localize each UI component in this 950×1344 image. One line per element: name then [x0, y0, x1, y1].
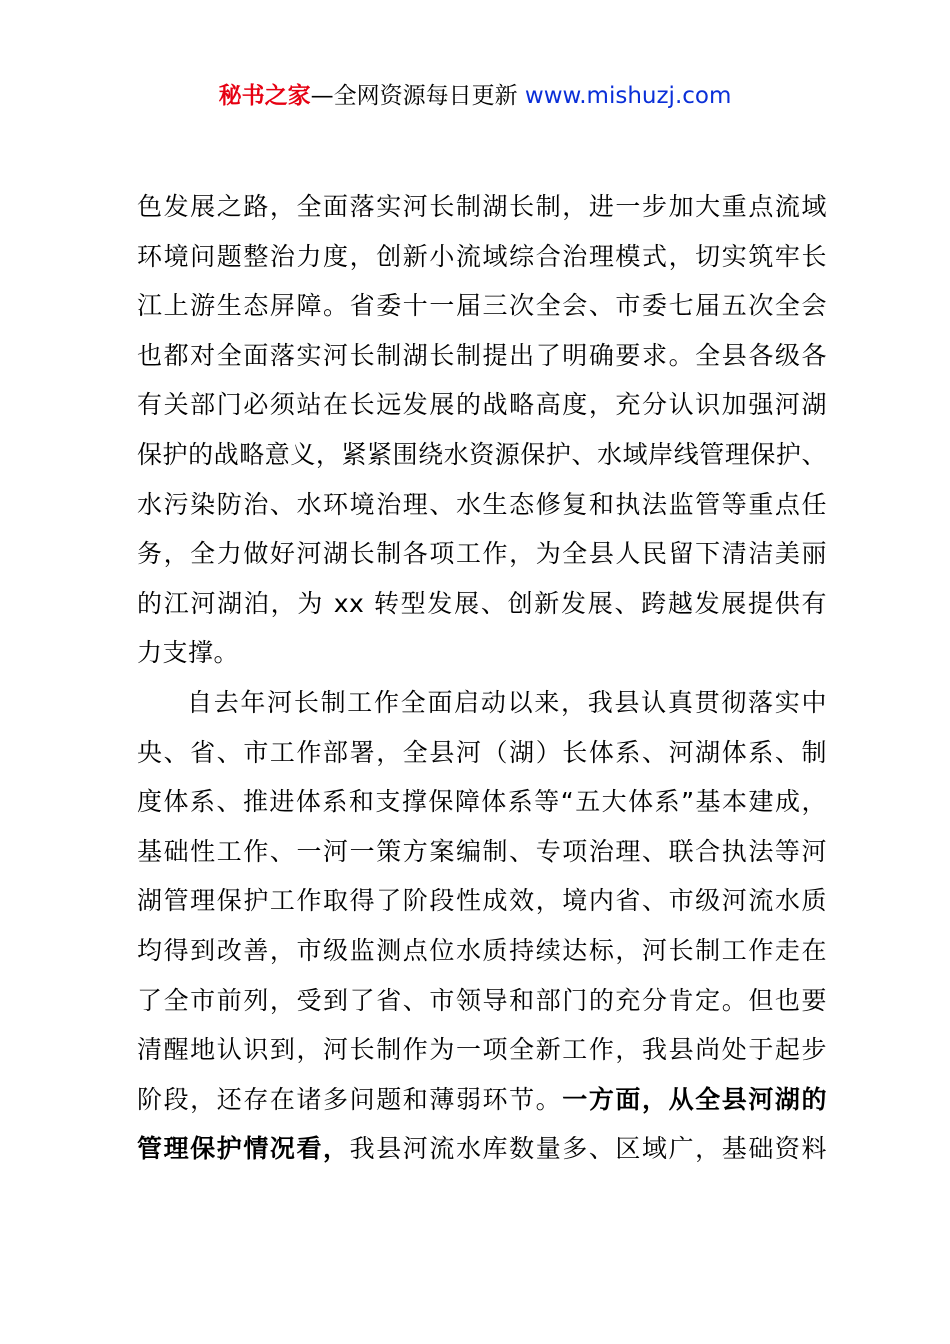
- text-line: 均得到改善，市级监测点位水质持续达标，河长制工作走在: [137, 935, 827, 965]
- text-line: 基础性工作、一河一策方案编制、专项治理、联合执法等河: [137, 836, 827, 866]
- text-line: 保护的战略意义，紧紧围绕水资源保护、水域岸线管理保护、: [137, 439, 827, 469]
- bold-text-span: 一方面，从全县河湖的: [562, 1084, 827, 1114]
- text-line: 清醒地认识到，河长制作为一项全新工作，我县尚处于起步: [137, 1035, 827, 1065]
- text-line: 力支撑。: [137, 638, 240, 668]
- text-line: 自去年河长制工作全面启动以来，我县认真贯彻落实中: [187, 687, 827, 717]
- website-link[interactable]: www.mishuzj.com: [524, 83, 732, 109]
- text-line: 央、省、市工作部署，全县河（湖）长体系、河湖体系、制: [137, 737, 827, 767]
- text-line: 水污染防治、水环境治理、水生态修复和执法监管等重点任: [137, 489, 827, 519]
- text-span: 阶段，还存在诸多问题和薄弱环节。: [137, 1084, 563, 1114]
- text-line: [137, 1075, 827, 1125]
- text-line: 湖管理保护工作取得了阶段性成效，境内省、市级河流水质: [137, 886, 827, 916]
- text-line: 江上游生态屏障。省委十一届三次全会、市委七届五次全会: [137, 291, 827, 321]
- paragraph-2: [137, 678, 827, 1174]
- header-tagline: —全网资源每日更新: [310, 83, 525, 109]
- text-line: 也都对全面落实河长制湖长制提出了明确要求。全县各级各: [137, 340, 827, 370]
- text-line: 的江河湖泊，为 xx 转型发展、创新发展、跨越发展提供有: [137, 588, 827, 618]
- text-line: 了全市前列，受到了省、市领导和部门的充分肯定。但也要: [137, 985, 827, 1015]
- brand-name: 秘书之家: [218, 83, 311, 109]
- paragraph-1: [137, 182, 827, 678]
- text-line: 环境问题整治力度，创新小流域综合治理模式，切实筑牢长: [137, 241, 827, 271]
- document-body: [137, 182, 827, 1174]
- page-header: [0, 80, 950, 112]
- text-line: 色发展之路，全面落实河长制湖长制，进一步加大重点流域: [137, 192, 827, 221]
- text-line: 有关部门必须站在长远发展的战略高度，充分认识加强河湖: [137, 390, 827, 420]
- text-line: [137, 1124, 827, 1174]
- text-line: 务，全力做好河湖长制各项工作，为全县人民留下清洁美丽: [137, 539, 827, 569]
- text-span: 我县河流水库数量多、区域广，基础资料: [349, 1134, 827, 1164]
- text-line: 度体系、推进体系和支撑保障体系等“五大体系”基本建成，: [137, 787, 827, 817]
- bold-text-span: 管理保护情况看，: [137, 1134, 350, 1164]
